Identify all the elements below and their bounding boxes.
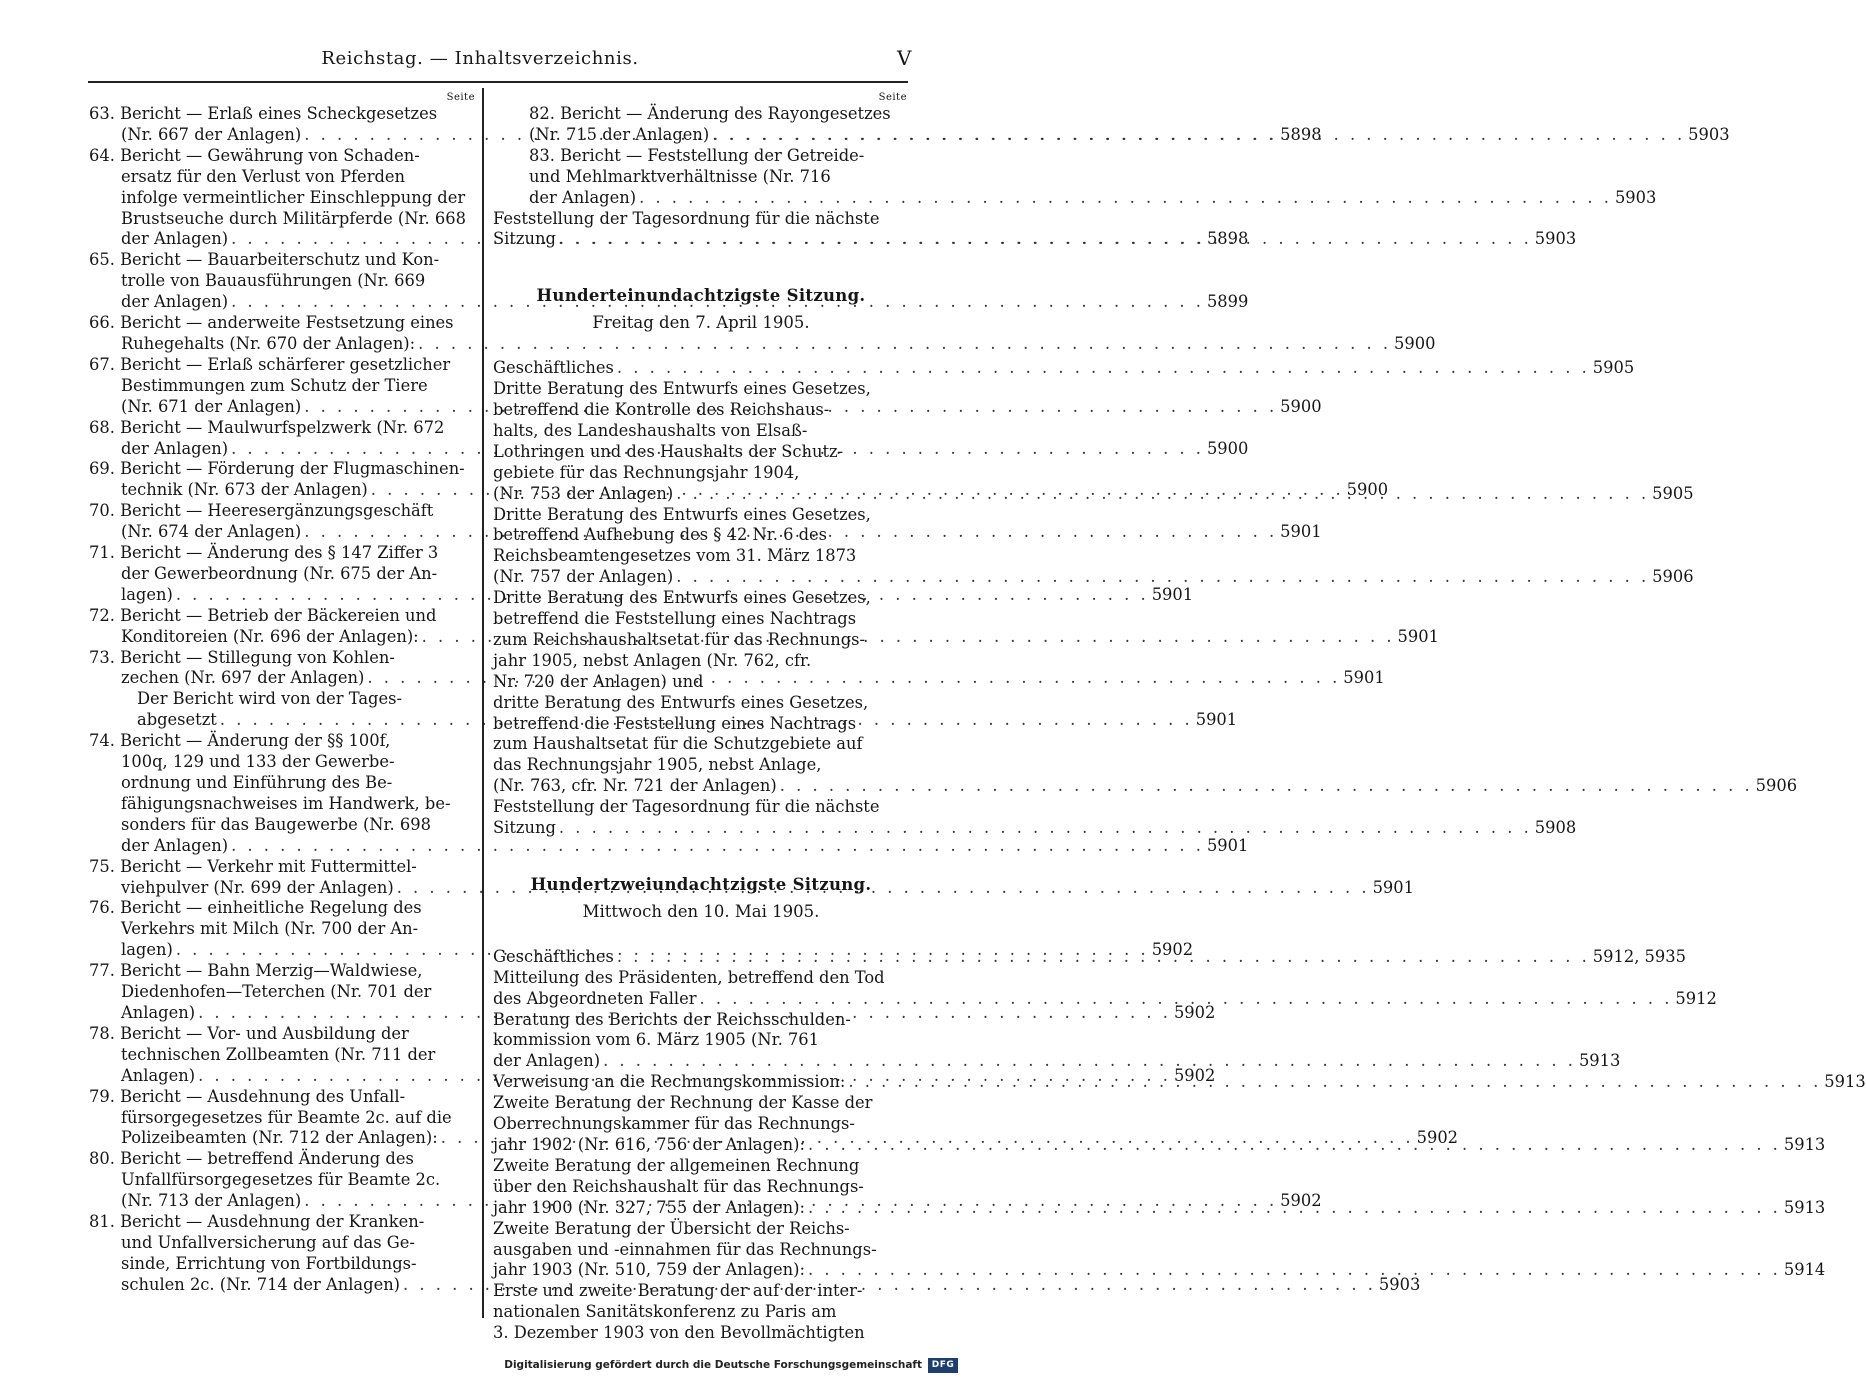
dot-leader: [805, 1135, 1784, 1156]
entry-line: Dritte Beratung des Entwurfs eines Gesetzes,: [493, 588, 871, 608]
entry-line: der Anlagen): [121, 292, 229, 312]
entry-line: der Anlagen): [529, 187, 637, 207]
entry-line: Unfallfürsorgegesetzes für Beamte 2c.: [121, 1170, 441, 1190]
entry-line: 69. Bericht — Förderung der Flugmaschinen-: [89, 459, 465, 479]
entry-line: über den Reichshaushalt für das Rechnungs-: [493, 1176, 864, 1196]
page-number: 5898: [1280, 124, 1322, 144]
entry-line: ordnung und Einführung des Be-: [121, 773, 393, 792]
entry-line: 77. Bericht — Bahn Merzig—Waldwiese,: [89, 961, 423, 981]
entry-line: Sitzung: [493, 818, 556, 838]
entry-line: Anlagen): [121, 1065, 196, 1085]
entry-line: Konditoreien (Nr. 696 der Anlagen):: [121, 626, 419, 646]
entry-line: zechen (Nr. 697 der Anlagen): [121, 668, 365, 688]
dot-leader: [556, 818, 1535, 839]
page-number: 5902: [1416, 1128, 1459, 1148]
page-number: 5900: [1280, 396, 1322, 416]
entry-line: 75. Bericht — Verkehr mit Futtermittel-: [89, 856, 417, 876]
dot-leader: [805, 1260, 1784, 1281]
page-number: 5906: [1652, 567, 1694, 587]
page-number: 5914: [1783, 1260, 1826, 1280]
entry-line: (Nr. 671 der Anlagen): [121, 396, 302, 416]
page-number: 5912, 5935: [1592, 946, 1686, 966]
entry-line: jahr 1902 (Nr. 616, 756 der Anlagen):: [493, 1134, 805, 1154]
page-number: 5901: [1372, 877, 1415, 897]
entry-line: fürsorgegesetzes für Beamte 2c. auf die: [121, 1107, 452, 1127]
entry-line: (Nr. 713 der Anlagen): [121, 1191, 302, 1211]
entry-line: Ruhegehalts (Nr. 670 der Anlagen):: [121, 333, 416, 353]
entry-line: betreffend die Feststellung eines Nachtrags: [493, 609, 857, 629]
entry-line: betreffend die Feststellung eines Nachtrags: [493, 713, 857, 733]
toc-entry: [493, 967, 1717, 1010]
entry-line: und Unfallversicherung auf das Ge-: [121, 1232, 415, 1252]
entry-line: jahr 1905, nebst Anlagen (Nr. 762, cfr.: [493, 650, 812, 670]
entry-line: 68. Bericht — Maulwurfspelzwerk (Nr. 672: [89, 417, 445, 437]
entry-line: 74. Bericht — Änderung der §§ 100f,: [89, 731, 391, 751]
page-number: 5901: [1206, 835, 1249, 855]
running-head: [40, 48, 920, 76]
dot-leader: [777, 776, 1756, 797]
entry-line: Geschäftliches: [493, 358, 614, 378]
toc-entry: [493, 358, 1635, 379]
entry-line: jahr 1900 (Nr. 327, 755 der Anlagen):: [493, 1197, 805, 1217]
entry-line: 73. Bericht — Stillegung von Kohlen-: [89, 647, 395, 667]
entry-line: 81. Bericht — Ausdehnung der Kranken-: [89, 1212, 425, 1232]
entry-line: Beratung des Berichts der Reichsschulden-: [493, 1009, 851, 1029]
entry-line: Brustseuche durch Militärpferde (Nr. 668: [121, 208, 466, 228]
entry-line: Dritte Beratung des Entwurfs eines Gesetzes,: [493, 379, 871, 399]
dfg-logo-icon: DFG: [928, 1358, 958, 1373]
footer-credit: [504, 1356, 958, 1374]
page-folio: V: [896, 46, 912, 70]
page-number: 5901: [1195, 710, 1238, 730]
entry-line: sonders für das Baugewerbe (Nr. 698: [121, 814, 431, 834]
entry-line: sinde, Errichtung von Fortbildungs-: [121, 1253, 417, 1273]
entry-line: 80. Bericht — betreffend Änderung des: [89, 1149, 414, 1169]
entry-line: (Nr. 715 der Anlagen): [529, 124, 710, 144]
entry-line: fähigungsnachweises im Handwerk, be-: [121, 793, 451, 813]
entry-line: nationalen Sanitätskonferenz zu Paris am: [493, 1302, 837, 1322]
entry-line: der Anlagen): [121, 438, 229, 458]
page-number: 5898: [1206, 229, 1249, 249]
page-number: 5903: [1534, 229, 1577, 249]
page-number: 5912: [1675, 988, 1717, 1008]
dot-leader: [697, 989, 1676, 1010]
dot-leader: [845, 1072, 1824, 1093]
entry-line: (Nr. 763, cfr. Nr. 721 der Anlagen): [493, 776, 777, 796]
seite-label-right: Seite: [878, 92, 907, 103]
entry-line: das Rechnungsjahr 1905, nebst Anlage,: [493, 755, 822, 775]
dot-leader: [614, 358, 1593, 379]
entry-line: betreffend Aufhebung des § 42 Nr. 6 des: [493, 525, 828, 545]
running-head-title: Reichstag. — Inhaltsverzeichnis.: [321, 48, 639, 69]
toc-entry: [493, 588, 909, 693]
page-number: 5900: [1206, 438, 1249, 458]
entry-line: 65. Bericht — Bauarbeiterschutz und Kon-: [89, 250, 440, 270]
session-181-date: Freitag den 7. April 1905.: [592, 313, 810, 333]
entry-line: Feststellung der Tagesordnung für die nächste: [493, 208, 880, 228]
entry-line: zum Reichshaushaltsetat für das Rechnungs-: [493, 629, 866, 649]
column-divider: [482, 88, 484, 1318]
entry-line: Feststellung der Tagesordnung für die nächste: [493, 797, 880, 817]
page-number: 5913: [1578, 1051, 1621, 1071]
entry-line: Verweisung an die Rechnungskommission:: [493, 1072, 846, 1092]
entry-line: (Nr. 753 der Anlagen): [493, 483, 674, 503]
entry-line: gebiete für das Rechnungsjahr 1904,: [493, 462, 800, 482]
entry-line: Dritte Beratung des Entwurfs eines Gesetzes,: [493, 504, 871, 524]
entry-line: Oberrechnungskammer für das Rechnungs-: [493, 1114, 855, 1134]
entry-line: technischen Zollbeamten (Nr. 711 der: [121, 1044, 436, 1064]
entry-line: Anlagen): [121, 1002, 196, 1022]
dot-leader: [673, 484, 1652, 505]
dot-leader: [614, 947, 1593, 968]
dot-leader: [556, 229, 1535, 250]
entry-line: technik (Nr. 673 der Anlagen): [121, 480, 368, 500]
entry-line: (Nr. 674 der Anlagen): [121, 522, 302, 542]
page-number: 5913: [1783, 1134, 1826, 1154]
entry-line: 70. Bericht — Heeresergänzungsgeschäft: [89, 501, 434, 521]
page-number: 5899: [1206, 292, 1249, 312]
toc-entry: [493, 797, 1577, 839]
entry-line: Verkehrs mit Milch (Nr. 700 der An-: [121, 919, 419, 939]
page-number: 5908: [1534, 818, 1577, 838]
entry-line: lagen): [121, 940, 173, 960]
entry-line: lagen): [121, 584, 173, 604]
session-181-title: Hunderteinundachtzigste Sitzung.: [536, 286, 866, 306]
entry-line: der Anlagen): [121, 229, 229, 249]
entry-line: zum Haushaltsetat für die Schutzgebiete auf: [493, 734, 863, 754]
entry-line: kommission vom 6. März 1905 (Nr. 761: [493, 1030, 819, 1050]
entry-line: (Nr. 757 der Anlagen): [493, 567, 674, 587]
page-number: 5913: [1783, 1197, 1826, 1217]
entry-line: dritte Beratung des Entwurfs eines Gesetzes,: [493, 692, 869, 712]
page-number: 5902: [1280, 1191, 1322, 1211]
entry-line: Zweite Beratung der allgemeinen Rechnung: [493, 1155, 860, 1175]
page-number: 5903: [1688, 124, 1730, 144]
page-number: 5906: [1755, 776, 1798, 796]
entry-line: ersatz für den Verlust von Pferden: [121, 166, 406, 186]
page-number: 5913: [1824, 1072, 1866, 1092]
dot-leader: [805, 1198, 1784, 1219]
toc-entry: [493, 145, 1657, 209]
entry-line: 78. Bericht — Vor- und Ausbildung der: [89, 1023, 409, 1043]
page-number: 5900: [1394, 333, 1436, 353]
page-number: 5901: [1397, 626, 1439, 646]
entry-line: der Anlagen): [121, 835, 229, 855]
entry-line: jahr 1903 (Nr. 510, 759 der Anlagen):: [493, 1260, 805, 1280]
page-number: 5903: [1614, 187, 1657, 207]
entry-line: Geschäftliches: [493, 946, 614, 966]
entry-line: 100q, 129 und 133 der Gewerbe-: [121, 752, 395, 772]
toc-entry: [493, 1281, 909, 1344]
entry-line: 64. Bericht — Gewährung von Schaden-: [89, 145, 420, 165]
entry-line: Polizeibeamten (Nr. 712 der Anlagen):: [121, 1128, 438, 1148]
page-number: 5901: [1343, 668, 1385, 688]
page-number: 5901: [1151, 584, 1194, 604]
entry-line: 71. Bericht — Änderung des § 147 Ziffer 3: [89, 543, 439, 563]
page-number: 5905: [1652, 483, 1694, 503]
entry-line: 76. Bericht — einheitliche Regelung des: [89, 898, 422, 918]
entry-line: infolge vermeintlicher Einschleppung der: [121, 187, 466, 207]
entry-line: halts, des Landeshaushalts von Elsaß-: [493, 420, 808, 440]
entry-line: Nr. 720 der Anlagen) und: [493, 671, 704, 691]
entry-line: Reichsbeamtengesetzes vom 31. März 1873: [493, 546, 857, 566]
entry-line: Der Bericht wird von der Tages-: [137, 689, 402, 709]
entry-line: des Abgeordneten Faller: [493, 988, 697, 1008]
entry-line: Erste und zweite Beratung der auf der inter-: [493, 1281, 863, 1301]
entry-line: Sitzung: [493, 229, 556, 249]
toc-entry: [493, 1218, 1826, 1282]
dot-leader: [673, 567, 1652, 588]
entry-line: 3. Dezember 1903 von den Bevollmächtigten: [493, 1323, 865, 1343]
page-number: 5900: [1346, 480, 1389, 500]
entry-line: viehpulver (Nr. 699 der Anlagen): [121, 877, 394, 897]
session-182-title: Hundertzweiundachtzigste Sitzung.: [530, 875, 872, 894]
dot-leader: [600, 1051, 1579, 1072]
seite-label-left: Seite: [446, 92, 475, 103]
page-number: 5901: [1280, 522, 1322, 542]
page-number: 5905: [1592, 358, 1635, 378]
entry-line: betreffend die Kontrolle des Reichshaus-: [493, 399, 830, 419]
entry-line: (Nr. 667 der Anlagen): [121, 124, 302, 144]
entry-line: Lothringen und des Haushalts der Schutz-: [493, 441, 844, 461]
entry-line: 83. Bericht — Feststellung der Getreide-: [529, 145, 865, 165]
entry-line: 67. Bericht — Erlaß schärferer gesetzlicher: [89, 354, 451, 374]
entry-line: Zweite Beratung der Rechnung der Kasse der: [493, 1093, 873, 1113]
entry-line: Zweite Beratung der Übersicht der Reichs-: [493, 1218, 850, 1238]
dot-leader: [636, 188, 1615, 209]
entry-line: 72. Bericht — Betrieb der Bäckereien und: [89, 605, 437, 625]
entry-line: 66. Bericht — anderweite Festsetzung eines: [89, 313, 454, 333]
footer-text: Digitalisierung gefördert durch die Deutsche Forschungsgemeinschaft: [504, 1359, 922, 1371]
session-182-date: Mittwoch den 10. Mai 1905.: [582, 901, 820, 921]
entry-line: Bestimmungen zum Schutz der Tiere: [121, 375, 428, 395]
header-rule: [88, 81, 908, 83]
page-number: 5903: [1378, 1274, 1421, 1294]
dot-leader: [709, 125, 1688, 146]
entry-line: schulen 2c. (Nr. 714 der Anlagen): [121, 1274, 401, 1294]
entry-line: 79. Bericht — Ausdehnung des Unfall-: [89, 1086, 406, 1106]
entry-line: der Gewerbeordnung (Nr. 675 der An-: [121, 563, 438, 583]
page-number: 5902: [1173, 1002, 1216, 1022]
page-number: 5902: [1151, 940, 1194, 960]
entry-line: und Mehlmarktverhältnisse (Nr. 716: [529, 166, 831, 186]
entry-line: abgesetzt: [137, 710, 217, 730]
entry-line: Mitteilung des Präsidenten, betreffend den Tod: [493, 967, 885, 987]
entry-line: 82. Bericht — Änderung des Rayongesetzes: [529, 104, 891, 123]
entry-line: ausgaben und -einnahmen für das Rechnungs-: [493, 1239, 877, 1259]
entry-line: Diedenhofen—Teterchen (Nr. 701 der: [121, 982, 432, 1002]
page-number: 5902: [1173, 1065, 1216, 1085]
entry-line: der Anlagen): [493, 1051, 601, 1071]
entry-line: trolle von Bauausführungen (Nr. 669: [121, 271, 426, 291]
entry-line: 63. Bericht — Erlaß eines Scheckgesetzes: [89, 104, 438, 123]
